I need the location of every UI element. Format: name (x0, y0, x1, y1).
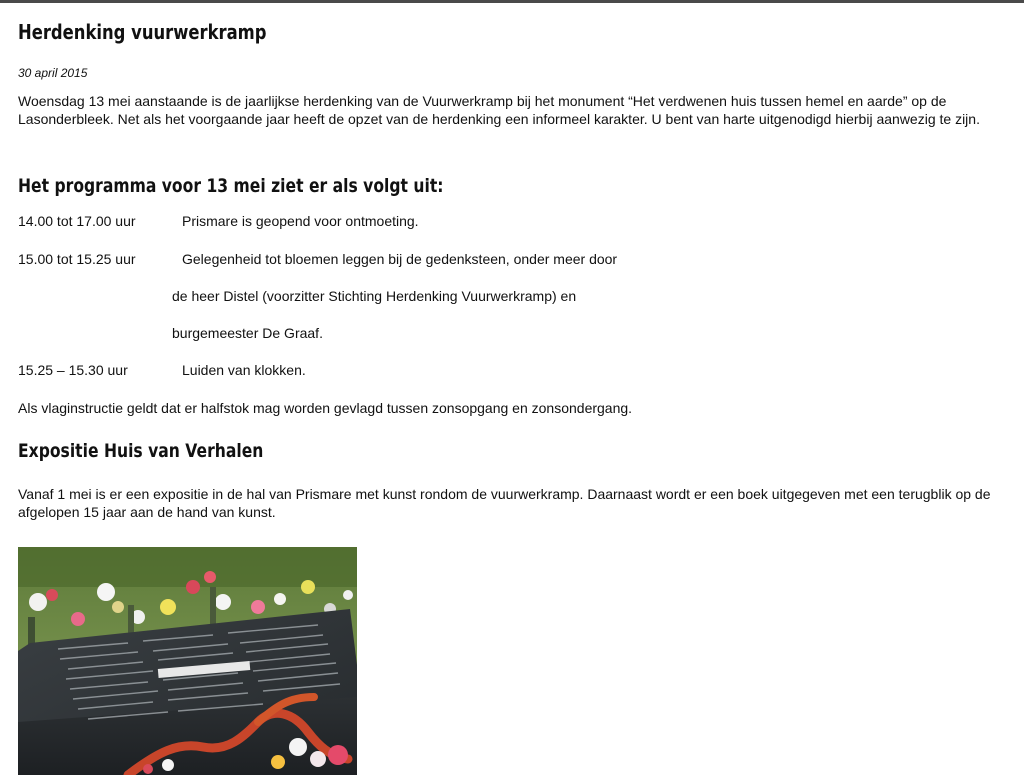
expo-paragraph: Vanaf 1 mei is er een expositie in de hal van Prismare met kunst rondom de vuurwerkramp. Daarnaast wordt er een boek uitgegeven met een terugblik op de afgelopen 15 jaar aan de hand van kunst. (18, 486, 991, 520)
program-desc-3: Luiden van klokken. (182, 362, 306, 378)
program-time-2: 15.00 tot 15.25 uur (18, 251, 136, 267)
article-title: Herdenking vuurwerkramp (18, 20, 267, 44)
program-desc-1: Prismare is geopend voor ontmoeting. (182, 213, 419, 229)
monument-photo (18, 547, 357, 775)
program-desc-2-cont-2: burgemeester De Graaf. (172, 325, 323, 341)
program-heading: Het programma voor 13 mei ziet er als volgt uit: (18, 175, 444, 197)
top-border (0, 0, 1024, 3)
intro-paragraph: Woensdag 13 mei aanstaande is de jaarlijkse herdenking van de Vuurwerkramp bij het monument “Het verdwenen huis tussen hemel en aarde” op de Lasonderbleek. Net als het voorgaande jaar heeft de opzet van de herdenking een informeel karakter. U bent van harte uitgenodigd hierbij aanwezig te zijn. (18, 93, 980, 127)
program-desc-2: Gelegenheid tot bloemen leggen bij de gedenksteen, onder meer door (182, 251, 618, 267)
program-time-3: 15.25 – 15.30 uur (18, 362, 128, 378)
article-date: 30 april 2015 (18, 66, 88, 80)
flag-note: Als vlaginstructie geldt dat er halfstok mag worden gevlagd tussen zonsopgang en zonsondergang. (18, 400, 633, 416)
expo-heading: Expositie Huis van Verhalen (18, 440, 264, 462)
program-desc-2-cont-1: de heer Distel (voorzitter Stichting Herdenking Vuurwerkramp) en (172, 288, 577, 304)
program-time-1: 14.00 tot 17.00 uur (18, 213, 136, 229)
